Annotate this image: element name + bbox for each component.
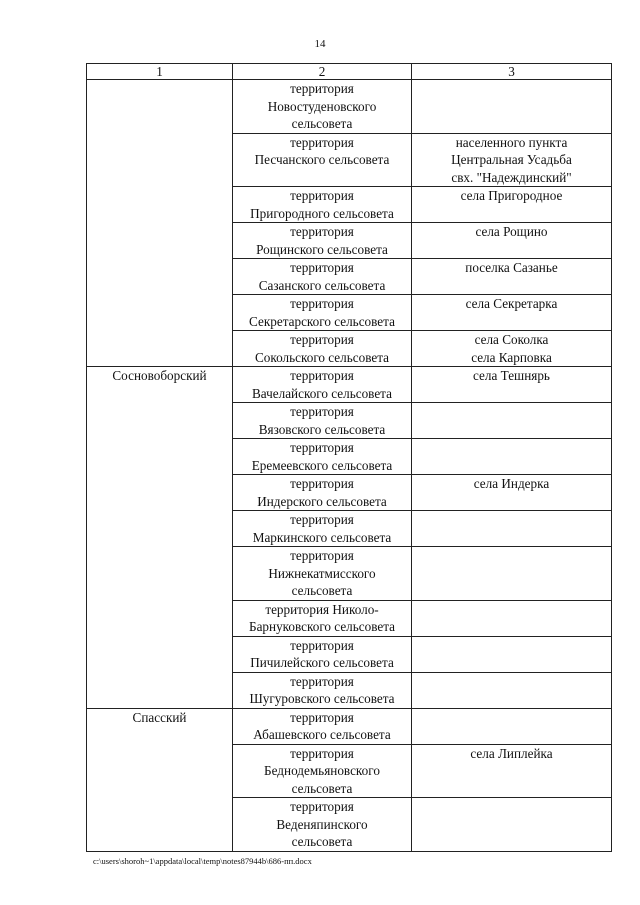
- territory-line: территория: [290, 260, 354, 275]
- settlement-line: населенного пункта: [455, 134, 568, 150]
- district-cell: Спасский: [87, 708, 233, 744]
- territory-line: сельсовета: [291, 116, 353, 131]
- table-row: [87, 331, 612, 367]
- territory-line: территория: [290, 799, 354, 814]
- territory-line: Маркинского сельсовета: [252, 529, 392, 545]
- settlement-cell: [412, 547, 612, 601]
- territory-line: Абашевского сельсовета: [253, 727, 391, 742]
- settlement-cell: [412, 80, 612, 134]
- territory-cell: [233, 403, 412, 439]
- settlement-line: села Тешнярь: [473, 368, 550, 383]
- district-cell: [87, 80, 233, 134]
- settlement-cell: [412, 636, 612, 672]
- territory-line: сельсовета: [291, 583, 353, 598]
- territory-cell: [233, 636, 412, 672]
- table-row: [87, 475, 612, 511]
- territory-line: территория: [290, 637, 354, 653]
- territory-line: сельсовета: [291, 834, 353, 849]
- district-cell: Сосновоборский: [87, 367, 233, 403]
- territory-line: Секретарского сельсовета: [249, 313, 395, 329]
- settlement-cell: [412, 600, 612, 636]
- district-cell: [87, 636, 233, 672]
- territory-cell: [233, 798, 412, 852]
- settlement-line: села Липлейка: [470, 745, 553, 761]
- district-cell: [87, 223, 233, 259]
- table-row: [87, 367, 612, 403]
- header-row: [87, 64, 612, 80]
- territory-line: территория: [290, 368, 354, 383]
- territory-line: Беднодемьяновского: [264, 763, 380, 778]
- territory-line: территория: [290, 134, 354, 150]
- territory-line: Пичилейского сельсовета: [250, 655, 394, 670]
- territory-cell: [233, 744, 412, 798]
- territory-cell: [233, 80, 412, 134]
- territory-cell: [233, 475, 412, 511]
- territory-line: территория: [290, 673, 354, 689]
- table-row: [87, 133, 612, 187]
- settlement-cell: [412, 475, 612, 511]
- territory-line: территория: [290, 188, 354, 203]
- table-row: [87, 295, 612, 331]
- territory-line: территория: [290, 296, 354, 311]
- table-body: [87, 80, 612, 852]
- territory-line: Вязовского сельсовета: [258, 421, 386, 437]
- territory-line: Песчанского сельсовета: [254, 152, 390, 167]
- table-row: [87, 80, 612, 134]
- territory-line: Рощинского сельсовета: [256, 241, 388, 257]
- table-row: [87, 744, 612, 798]
- settlement-cell: [412, 708, 612, 744]
- settlement-line: свх. "Надеждинский": [451, 169, 572, 185]
- territory-line: территория: [290, 224, 354, 239]
- territory-line: Шугуровского сельсовета: [249, 691, 395, 706]
- settlement-line: села Рощино: [475, 224, 548, 239]
- table-row: [87, 708, 612, 744]
- table-row: [87, 187, 612, 223]
- territory-line: территория: [290, 404, 354, 419]
- territory-line: территория: [290, 81, 354, 96]
- territory-cell: [233, 367, 412, 403]
- table-row: [87, 547, 612, 601]
- settlement-cell: [412, 403, 612, 439]
- settlement-cell: [412, 133, 612, 187]
- district-cell: [87, 511, 233, 547]
- district-cell: [87, 403, 233, 439]
- territory-cell: [233, 331, 412, 367]
- territory-line: территория: [290, 548, 354, 563]
- territory-cell: [233, 600, 412, 636]
- table-row: [87, 636, 612, 672]
- territory-line: сельсовета: [291, 780, 353, 796]
- table-row: [87, 259, 612, 295]
- table-row: [87, 798, 612, 852]
- territory-cell: [233, 223, 412, 259]
- settlement-line: села Секретарка: [465, 296, 558, 311]
- territory-cell: [233, 187, 412, 223]
- territory-line: территория: [290, 512, 354, 527]
- column-header-3: 3: [412, 64, 612, 80]
- table-row: [87, 672, 612, 708]
- territory-line: территория: [290, 745, 354, 761]
- table-row: [87, 600, 612, 636]
- territory-line: Барнуковского сельсовета: [249, 619, 395, 634]
- territory-line: территория: [290, 332, 354, 347]
- settlement-cell: [412, 295, 612, 331]
- table-row: [87, 403, 612, 439]
- settlement-cell: [412, 744, 612, 798]
- district-cell: [87, 295, 233, 331]
- districts-table: [86, 63, 612, 852]
- territory-line: Веденяпинского: [276, 816, 368, 832]
- table-row: [87, 511, 612, 547]
- settlement-line: села Пригородное: [460, 188, 563, 203]
- settlement-line: села Индерка: [473, 476, 550, 491]
- territory-cell: [233, 708, 412, 744]
- territory-cell: [233, 511, 412, 547]
- territory-cell: [233, 295, 412, 331]
- footer-file-path: c:\users\shoroh~1\appdata\local\temp\notes87944b\686-пп.docx: [93, 856, 312, 866]
- settlement-cell: [412, 439, 612, 475]
- page-number: 14: [314, 38, 326, 50]
- settlement-cell: [412, 798, 612, 852]
- territory-line: Индерского сельсовета: [257, 493, 387, 509]
- settlement-cell: [412, 672, 612, 708]
- territory-line: территория: [290, 709, 354, 725]
- settlement-line: села Карповка: [471, 349, 552, 365]
- settlement-line: села Соколка: [474, 332, 549, 347]
- territory-line: территория: [290, 476, 354, 491]
- column-header-2: 2: [233, 64, 412, 80]
- territory-cell: [233, 439, 412, 475]
- settlement-line: Центральная Усадьба: [451, 152, 572, 167]
- territory-cell: [233, 259, 412, 295]
- table-header: [87, 64, 612, 80]
- table-row: [87, 223, 612, 259]
- settlement-cell: [412, 367, 612, 403]
- settlement-cell: [412, 223, 612, 259]
- district-cell: [87, 187, 233, 223]
- territory-line: Сазанского сельсовета: [258, 277, 386, 293]
- district-cell: [87, 133, 233, 187]
- district-cell: [87, 331, 233, 367]
- settlement-cell: [412, 331, 612, 367]
- district-cell: [87, 547, 233, 601]
- district-cell: [87, 475, 233, 511]
- territory-line: Сокольского сельсовета: [255, 349, 389, 365]
- settlement-cell: [412, 259, 612, 295]
- district-cell: [87, 798, 233, 852]
- territory-line: территория Николо-: [265, 601, 379, 617]
- territory-line: Новостуденовского: [267, 98, 377, 114]
- column-header-1: 1: [87, 64, 233, 80]
- settlement-cell: [412, 187, 612, 223]
- district-cell: [87, 439, 233, 475]
- district-cell: [87, 672, 233, 708]
- territory-cell: [233, 547, 412, 601]
- territory-line: Еремеевского сельсовета: [251, 457, 393, 473]
- territory-line: Пригородного сельсовета: [250, 205, 394, 221]
- settlement-line: поселка Сазанье: [465, 260, 558, 275]
- district-cell: [87, 259, 233, 295]
- territory-line: Нижнекатмисского: [268, 565, 376, 581]
- settlement-cell: [412, 511, 612, 547]
- territory-cell: [233, 133, 412, 187]
- table-row: [87, 439, 612, 475]
- territory-cell: [233, 672, 412, 708]
- territory-line: территория: [290, 440, 354, 455]
- district-cell: [87, 744, 233, 798]
- district-cell: [87, 600, 233, 636]
- territory-line: Вачелайского сельсовета: [252, 385, 392, 401]
